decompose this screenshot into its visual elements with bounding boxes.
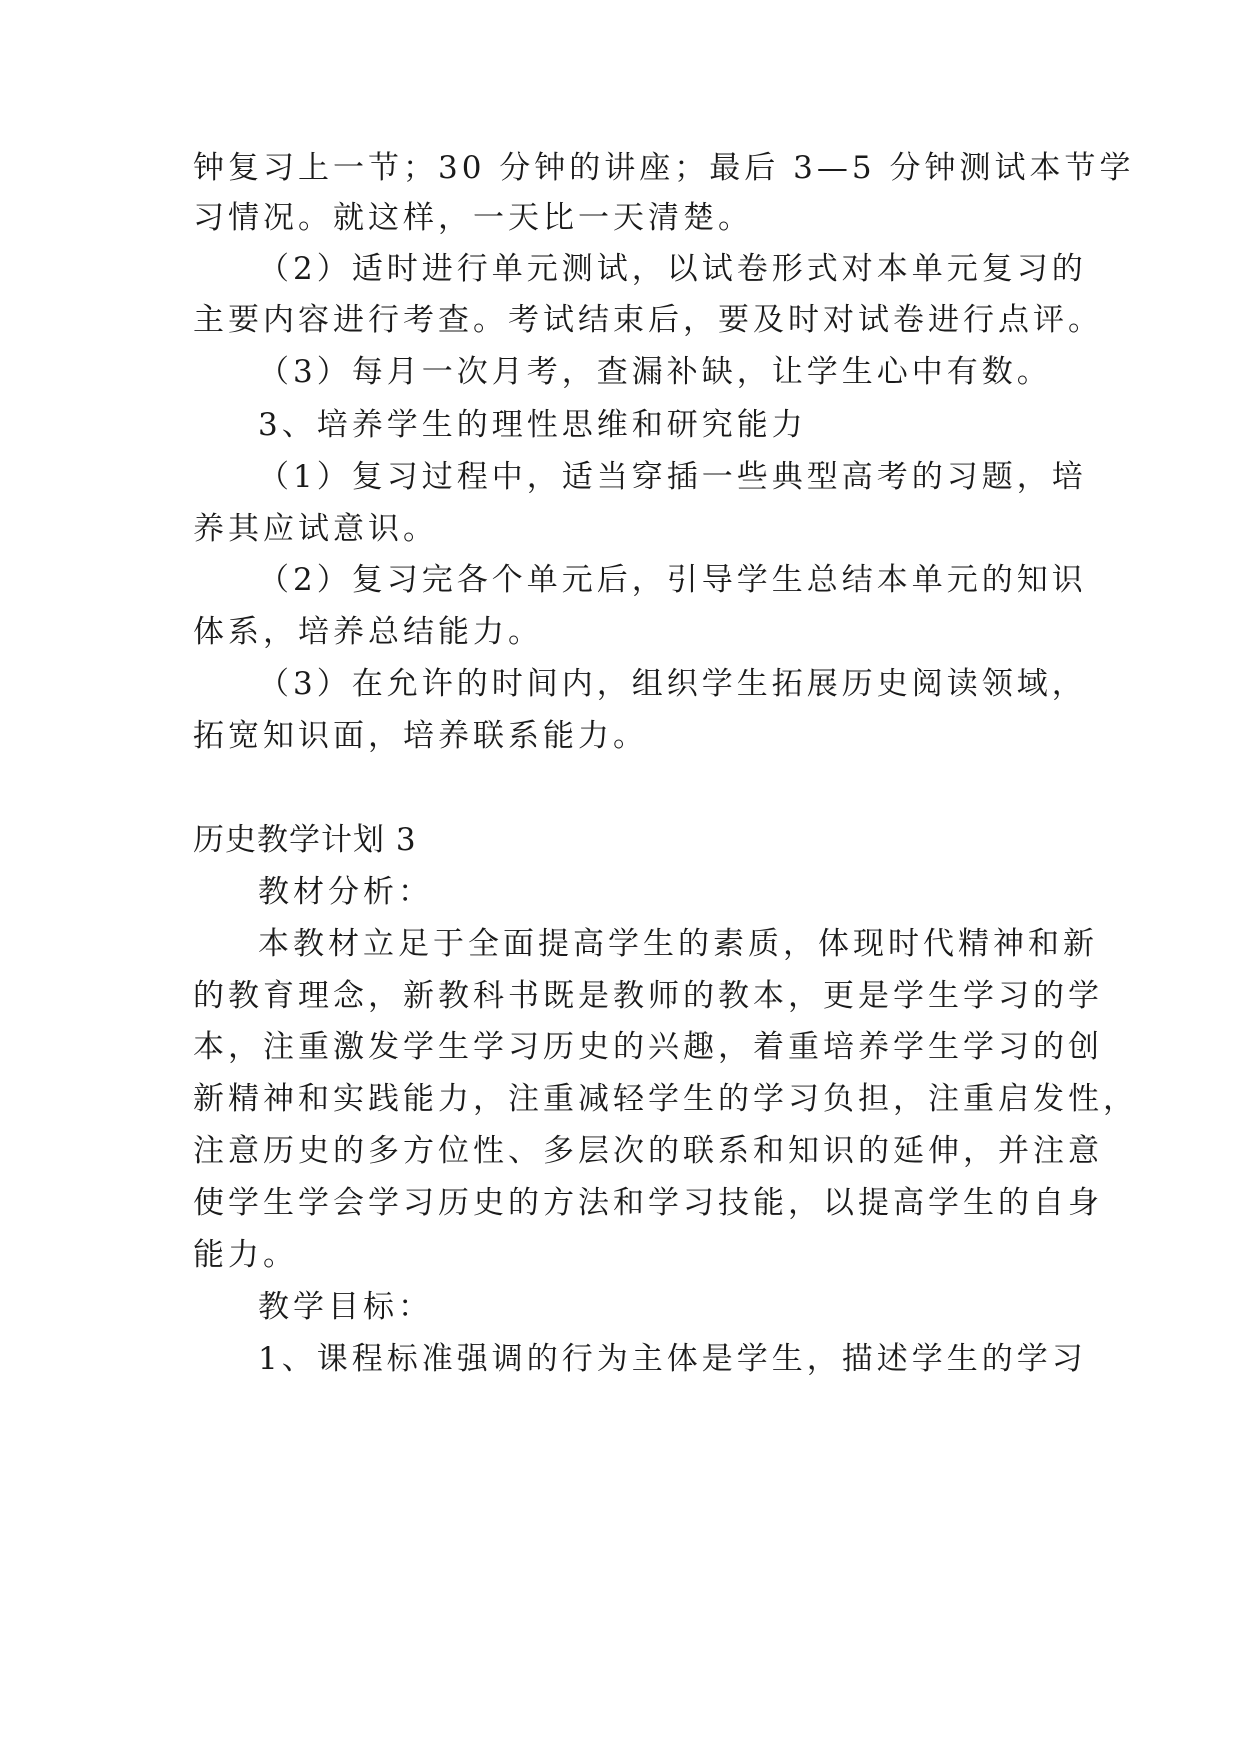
paragraph-line: 本，注重激发学生学习历史的兴趣，着重培养学生学习的创: [193, 1029, 1103, 1065]
paragraph-line: （3）每月一次月考，查漏补缺，让学生心中有数。: [258, 354, 1052, 390]
paragraph-line: 体系，培养总结能力。: [193, 614, 543, 650]
document-title: 历史教学计划 3: [193, 822, 417, 858]
paragraph-line: 拓宽知识面，培养联系能力。: [193, 718, 648, 754]
paragraph-line: 的教育理念，新教科书既是教师的教本，更是学生学习的学: [193, 978, 1103, 1014]
paragraph-line: 1、课程标准强调的行为主体是学生，描述学生的学习: [258, 1341, 1087, 1377]
section-heading: 教材分析：: [258, 874, 433, 910]
paragraph-line: 习情况。就这样，一天比一天清楚。: [193, 200, 753, 236]
paragraph-line: （1）复习过程中，适当穿插一些典型高考的习题，培: [258, 459, 1087, 495]
paragraph-line: 能力。: [193, 1237, 298, 1273]
paragraph-line: 主要内容进行考查。考试结束后，要及时对试卷进行点评。: [193, 302, 1103, 338]
section-heading: 3、培养学生的理性思维和研究能力: [258, 407, 807, 443]
paragraph-line: 钟复习上一节；30 分钟的讲座；最后 3—5 分钟测试本节学: [193, 150, 1135, 186]
paragraph-line: 本教材立足于全面提高学生的素质，体现时代精神和新: [258, 926, 1098, 962]
paragraph-line: 新精神和实践能力，注重减轻学生的学习负担，注重启发性，: [193, 1081, 1138, 1117]
paragraph-line: 养其应试意识。: [193, 511, 438, 547]
section-heading: 教学目标：: [258, 1289, 433, 1325]
paragraph-line: 使学生学会学习历史的方法和学习技能，以提高学生的自身: [193, 1185, 1103, 1221]
paragraph-line: （3）在允许的时间内，组织学生拓展历史阅读领域，: [258, 666, 1087, 702]
paragraph-line: （2）复习完各个单元后，引导学生总结本单元的知识: [258, 562, 1087, 598]
paragraph-line: 注意历史的多方位性、多层次的联系和知识的延伸，并注意: [193, 1133, 1103, 1169]
paragraph-line: （2）适时进行单元测试，以试卷形式对本单元复习的: [258, 251, 1087, 287]
